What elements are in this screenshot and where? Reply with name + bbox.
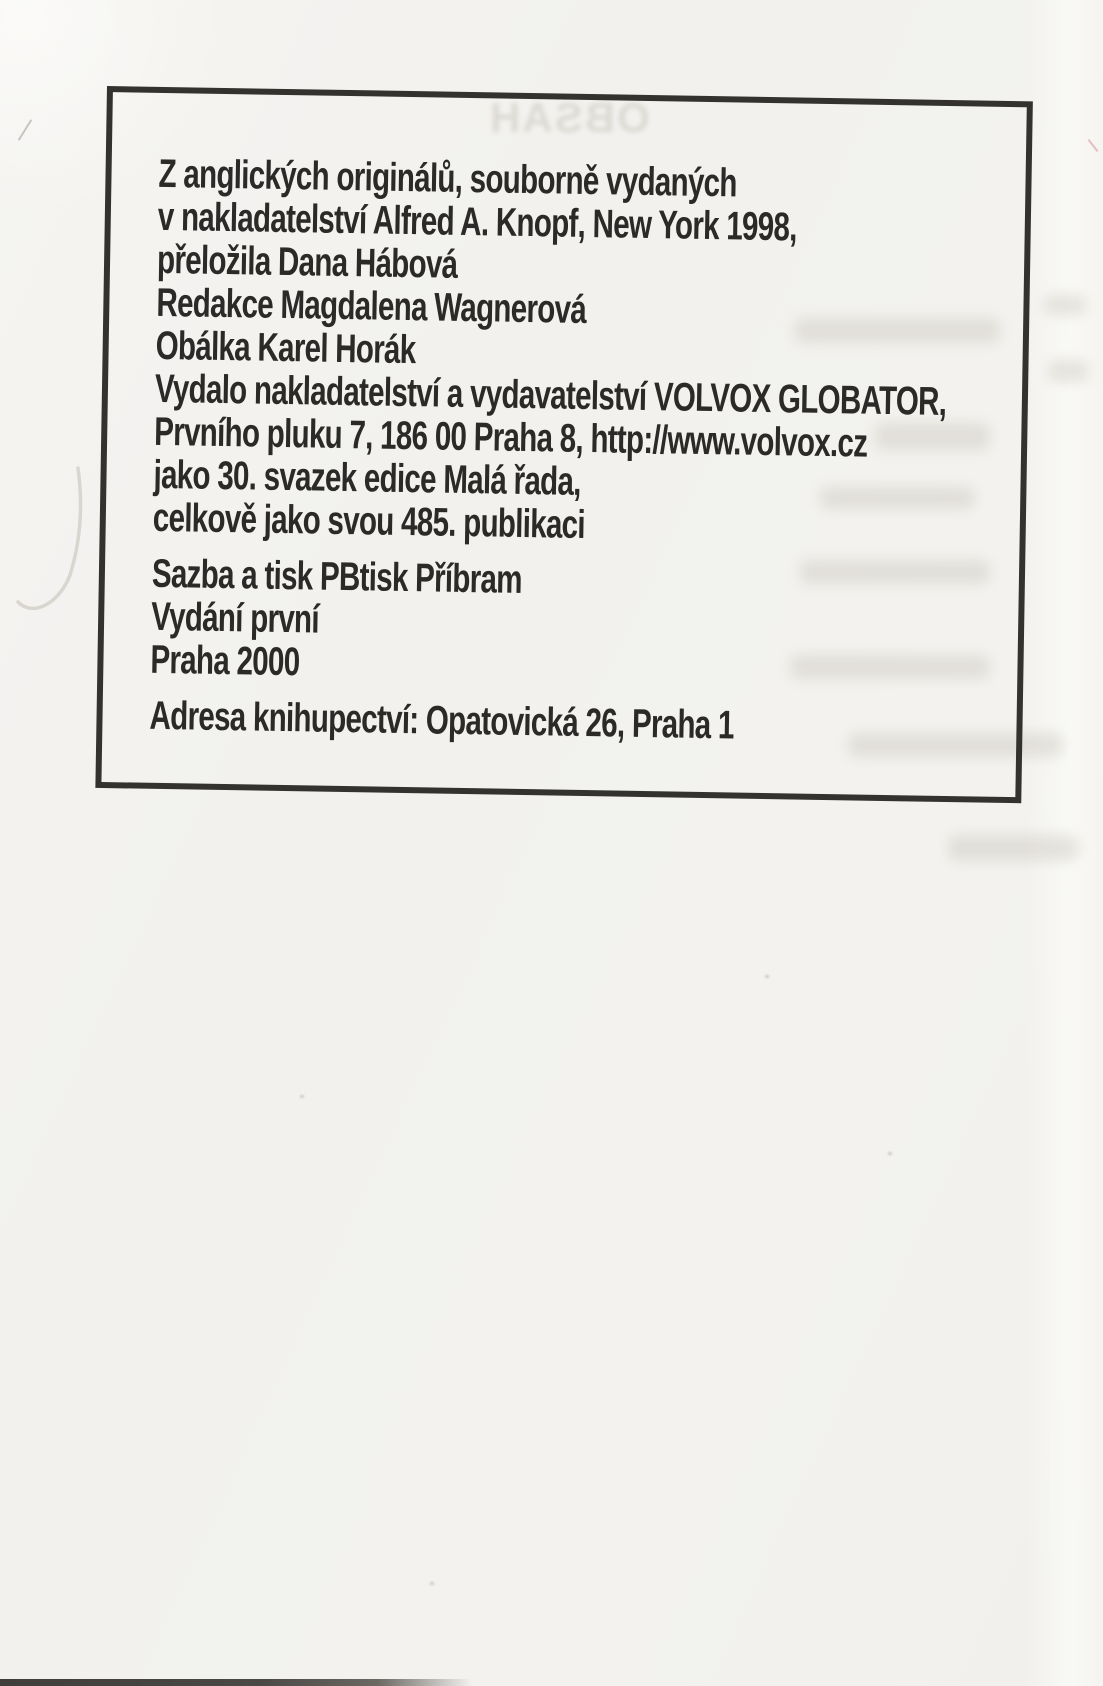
imprint-line: Adresa knihupectví: Opatovická 26, Praha 1 (149, 693, 735, 748)
imprint-line: přeložila Dana Hábová (156, 237, 458, 287)
imprint-line: Obálka Karel Horák (155, 323, 416, 373)
imprint-line: Redakce Magdalena Wagnerová (156, 280, 587, 332)
imprint-line: Z anglických originálů, souborně vydaných (158, 151, 738, 206)
ghost-showthrough-title: OBSAH (488, 94, 650, 141)
imprint-line: Praha 2000 (150, 637, 300, 685)
imprint-line: celkově jako svou 485. publikaci (152, 495, 586, 547)
imprint-border-box (95, 86, 1033, 803)
ghost-smudge (948, 835, 1078, 861)
imprint-line: jako 30. svazek edice Malá řada, (153, 452, 582, 504)
scan-edge-artifact (0, 1679, 472, 1686)
imprint-paragraph-print (150, 553, 1103, 700)
imprint-line: Sazba a tisk PBtisk Příbram (151, 551, 523, 602)
imprint-paragraph-source (152, 153, 1103, 558)
imprint-paragraph-bookshop (149, 695, 1103, 756)
pink-mark-artifact (1088, 139, 1099, 152)
speck-artifact (765, 975, 769, 978)
imprint-line: Prvního pluku 7, 186 00 Praha 8, http://www.volvox.cz (153, 409, 868, 466)
speck-artifact (888, 1152, 892, 1155)
scratch-artifact (18, 119, 32, 140)
speck-artifact (430, 1582, 434, 1585)
imprint-text-block (149, 153, 1103, 756)
imprint-line: Vydalo nakladatelství a vydavatelství VOLVOX GLOBATOR, (154, 366, 947, 424)
imprint-line: v nakladatelství Alfred A. Knopf, New York 1998, (157, 194, 798, 250)
speck-artifact (300, 1095, 304, 1098)
imprint-line: Vydání první (150, 594, 320, 642)
